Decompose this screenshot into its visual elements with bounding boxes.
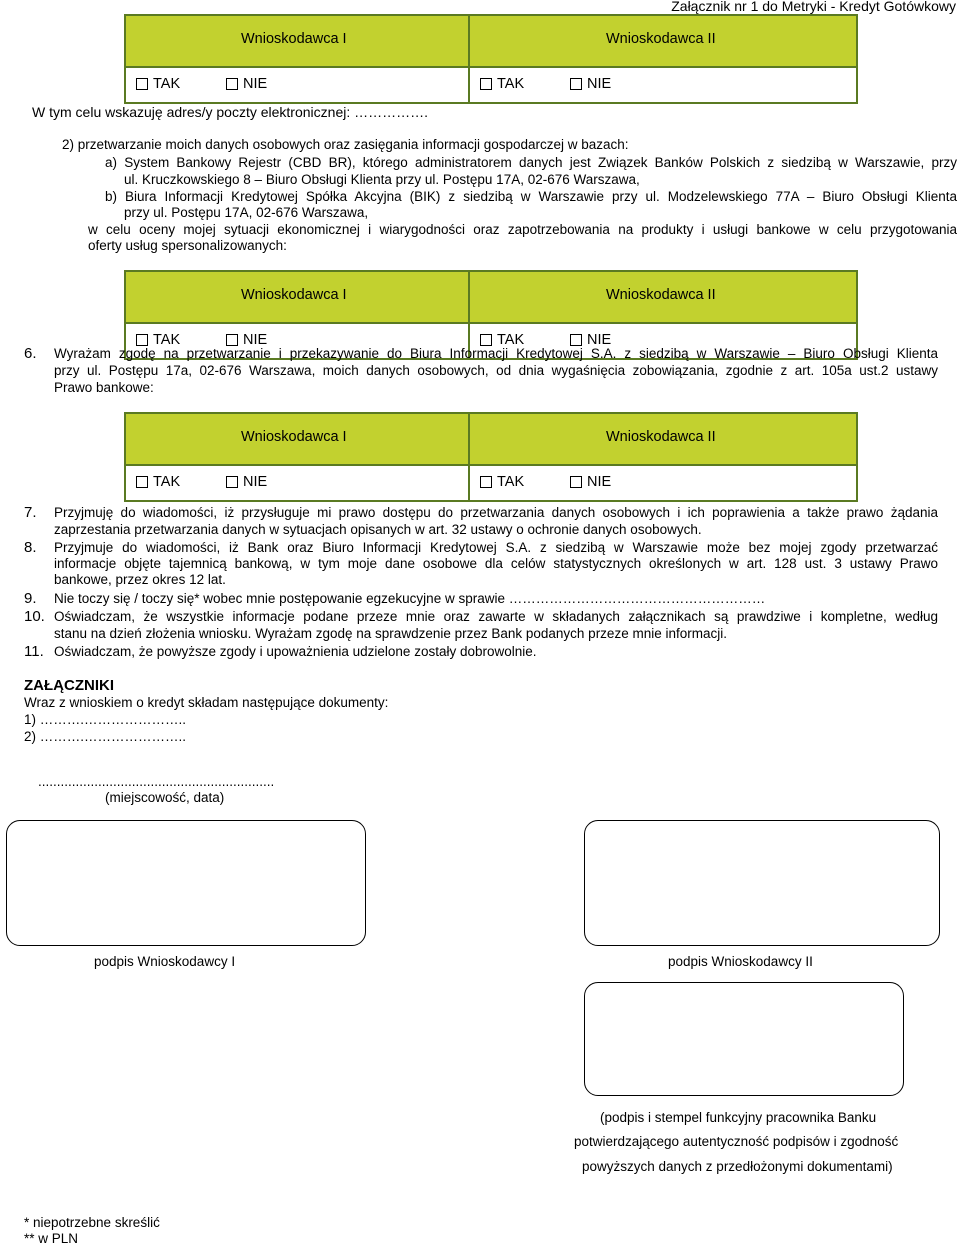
email-address-line: W tym celu wskazuję adres/y poczty elektronicznej: ……………. <box>32 104 429 120</box>
section2-purpose-line2: oferty usług spersonalizowanych: <box>88 238 287 253</box>
item9-number: 9. <box>24 590 37 607</box>
item6-line2: przy ul. Postępu 17a, 02-676 Warszawa, moich danych osobowych, od dnia wygaśnięcia zobowiązania, zgodnie z art. 105a ust.2 ustawy <box>54 363 938 378</box>
attachments-title: ZAŁĄCZNIKI <box>24 677 114 694</box>
footnote-currency: ** w PLN <box>24 1231 79 1246</box>
checkbox-icon[interactable] <box>136 334 148 346</box>
attachments-item2: 2) ……….………………….. <box>24 729 187 744</box>
applicant1-label: Wnioskodawca I <box>241 31 347 47</box>
applicant2-label: Wnioskodawca II <box>606 429 716 445</box>
section2-b-line1: b) Biura Informacji Kredytowej Spółka Akcyjna (BIK) z siedzibą w Warszawie przy ul. Modzelewskiego 77A – Biuro Obsługi Klienta <box>105 189 957 204</box>
applicant1-no-option[interactable]: NIE <box>226 76 267 92</box>
section2-b-line2: przy ul. Postępu 17A, 02-676 Warszawa, <box>124 205 369 220</box>
checkbox-icon[interactable] <box>480 78 492 90</box>
item8-line1: Przyjmuje do wiadomości, iż Bank oraz Biuro Informacji Kredytowej S.A. z siedzibą w Warszawie może bez mojej zgody przetwarzać <box>54 540 938 555</box>
item7-line1: Przyjmuję do wiadomości, iż przysługuje mi prawo dostępu do przetwarzania danych osobowych i ich poprawienia a także prawo żądania <box>54 505 938 520</box>
attachment-header-note: Załącznik nr 1 do Metryki - Kredyt Gotówkowy <box>671 0 956 14</box>
place-date-dots: ............................................................... <box>38 774 275 789</box>
section2-a-line2: ul. Kruczkowskiego 8 – Biuro Obsługi Klienta przy ul. Postępu 17A, 02-676 Warszawa, <box>124 172 640 187</box>
consent-table-header <box>126 16 856 68</box>
consent-table-1 <box>124 14 858 104</box>
applicant1-signature-box[interactable] <box>6 820 366 946</box>
applicant1-label: Wnioskodawca I <box>241 287 347 303</box>
applicant1-yes-option[interactable]: TAK <box>136 76 180 92</box>
item6-number: 6. <box>24 345 37 362</box>
checkbox-icon[interactable] <box>570 476 582 488</box>
bank-employee-signature-box[interactable] <box>584 982 904 1096</box>
item8-line3: bankowe, przez okres 12 lat. <box>54 572 226 587</box>
section2-a-line1: a) System Bankowy Rejestr (CBD BR), którego administratorem danych jest Związek Banków Polskich z siedzibą w Warszawie, przy <box>105 155 957 170</box>
checkbox-icon[interactable] <box>480 476 492 488</box>
applicant2-no-option[interactable]: NIE <box>570 332 611 348</box>
footnote-strike: * niepotrzebne skreślić <box>24 1215 160 1230</box>
item8-line2: informacje objęte tajemnicą bankową, w tym moje dane osobowe dla celów statystycznych określonych w art. 128 ust. 3 ustawy Prawo <box>54 556 938 571</box>
item8-number: 8. <box>24 539 37 556</box>
item6-line3: Prawo bankowe: <box>54 380 154 395</box>
applicant2-yes-option[interactable]: TAK <box>480 474 524 490</box>
applicant2-signature-box[interactable] <box>584 820 940 946</box>
applicant2-no-option[interactable]: NIE <box>570 76 611 92</box>
consent-table-header <box>126 272 856 324</box>
applicant1-signature-label: podpis Wnioskodawcy I <box>94 954 236 969</box>
item10-line2: stanu na dzień złożenia wniosku. Wyrażam zgodę na sprawdzenie przez Bank podanych przeze mnie informacji. <box>54 626 727 641</box>
item6-line1: Wyrażam zgodę na przetwarzanie i przekazywanie do Biura Informacji Kredytowej S.A. z siedzibą w Warszawie – Biuro Obsługi Klienta <box>54 346 938 361</box>
section2-purpose-line1: w celu oceny mojej sytuacji ekonomicznej i wiarygodności oraz zapotrzebowania na produkty i usługi bankowe w celu przygotowania <box>88 222 957 237</box>
section2-intro: 2) przetwarzanie moich danych osobowych oraz zasięgania informacji gospodarczej w bazach: <box>62 137 629 152</box>
item10-number: 10. <box>24 608 45 625</box>
checkbox-icon[interactable] <box>480 334 492 346</box>
item7-line2: zaprzestania przetwarzania danych w sytuacjach opisanych w art. 32 ustawy o ochronie danych osobowych. <box>54 522 702 537</box>
attachments-item1: 1) ……….………………….. <box>24 712 187 727</box>
applicant2-label: Wnioskodawca II <box>606 31 716 47</box>
applicant1-no-option[interactable]: NIE <box>226 332 267 348</box>
checkbox-icon[interactable] <box>136 476 148 488</box>
checkbox-icon[interactable] <box>136 78 148 90</box>
checkbox-icon[interactable] <box>226 476 238 488</box>
applicant1-no-option[interactable]: NIE <box>226 474 267 490</box>
applicant2-label: Wnioskodawca II <box>606 287 716 303</box>
applicant1-label: Wnioskodawca I <box>241 429 347 445</box>
bank-signature-label-line3: powyższych danych z przedłożonymi dokumentami) <box>582 1159 893 1174</box>
place-date-label: (miejscowość, data) <box>105 790 225 805</box>
attachments-intro: Wraz z wnioskiem o kredyt składam następujące dokumenty: <box>24 695 389 710</box>
item11-number: 11. <box>24 643 44 660</box>
applicant2-no-option[interactable]: NIE <box>570 474 611 490</box>
consent-table-header <box>126 414 856 466</box>
applicant1-yes-option[interactable]: TAK <box>136 474 180 490</box>
applicant2-yes-option[interactable]: TAK <box>480 76 524 92</box>
applicant2-signature-label: podpis Wnioskodawcy II <box>668 954 813 969</box>
item10-line1: Oświadczam, że wszystkie informacje podane przeze mnie oraz zawarte w składanych załącznikach są prawdziwe i kompletne, według <box>54 609 938 624</box>
checkbox-icon[interactable] <box>226 78 238 90</box>
bank-signature-label-line2: potwierdzającego autentyczność podpisów i zgodność <box>574 1134 899 1149</box>
item9-line1: Nie toczy się / toczy się* wobec mnie postępowanie egzekucyjne w sprawie ………………………………………………… <box>54 591 766 606</box>
applicant2-yes-option[interactable]: TAK <box>480 332 524 348</box>
checkbox-icon[interactable] <box>570 78 582 90</box>
checkbox-icon[interactable] <box>570 334 582 346</box>
item11-line1: Oświadczam, że powyższe zgody i upoważnienia udzielone zostały dobrowolnie. <box>54 644 537 659</box>
checkbox-icon[interactable] <box>226 334 238 346</box>
consent-table-3 <box>124 412 858 502</box>
item7-number: 7. <box>24 504 37 521</box>
bank-signature-label-line1: (podpis i stempel funkcyjny pracownika Banku <box>600 1110 877 1125</box>
applicant1-yes-option[interactable]: TAK <box>136 332 180 348</box>
